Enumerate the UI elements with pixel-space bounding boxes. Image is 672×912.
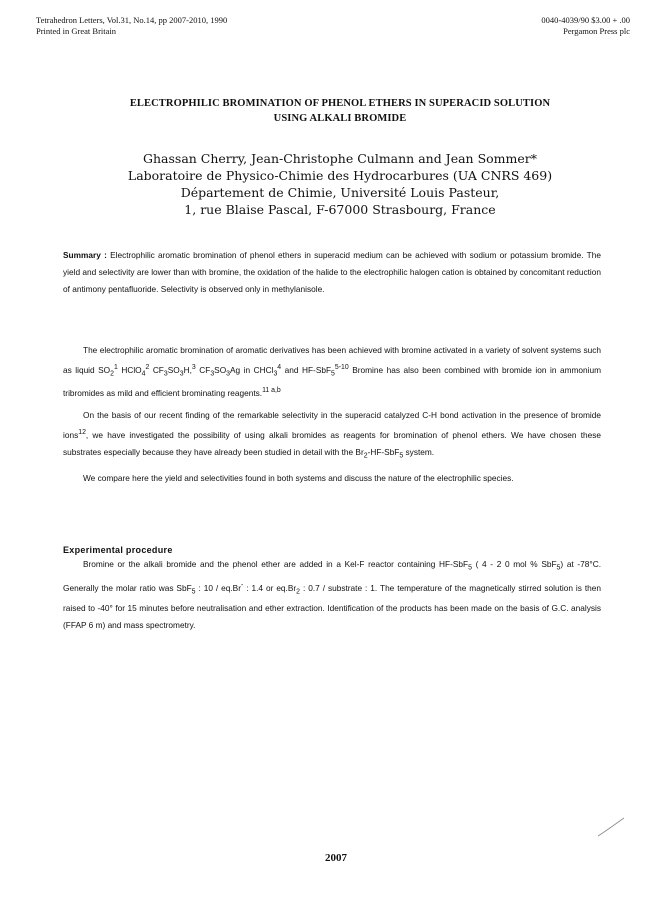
text-run: SO [167,364,180,375]
author-names: Ghassan Cherry, Jean-Christophe Culmann and Jean Sommer* [143,151,537,166]
subscript: 4 [141,370,146,378]
subscript: 3 [226,370,230,378]
subscript: 2 [296,588,300,596]
text-run: system. [403,446,435,457]
subscript: 5 [556,564,561,572]
subscript: 2 [363,452,368,460]
text-run: : 10 / eq.Br [195,582,241,593]
text-run: -HF-SbF [367,446,400,457]
text-run: H, [183,364,192,375]
experimental-paragraph [63,556,601,634]
author-block [40,150,640,218]
title-line-2: USING ALKALI BROMIDE [273,113,407,124]
journal-citation: Tetrahedron Letters, Vol.31, No.14, pp 2007-2010, 1990 [36,15,228,25]
experimental-heading: Experimental procedure [63,545,173,555]
summary-text: Electrophilic aromatic bromination of phenol ethers in superacid medium can be achieved with sodium or potassium bromide. The yield and selectivity are lower than with bromine, the oxidation of the halide to the electrophilic halogen cation is obtained by concomitant reduction of antimony pentafluoride. Selectivity is observed only in methylanisole. [63,250,601,294]
affiliation-line-3: 1, rue Blaise Pascal, F-67000 Strasbourg, France [184,202,496,217]
paragraph-1 [63,342,601,402]
reference-marker: 5-10 [334,364,349,371]
summary-label: Summary : [63,250,107,260]
text-run: , we have investigated the possibility of using alkali bromides as reagents for bromination of phenol ethers. We have chosen these substrates especially because they have already been studied in detail with the Br [63,429,601,457]
page-number: 2007 [325,852,347,864]
subscript: 5 [399,452,404,460]
subscript: 5 [331,370,335,378]
running-header-left [36,15,227,37]
text-run: On the basis of our recent finding of the remarkable selectivity in the superacid catalyzed C-H bond activation in the presence of bromide ions [63,410,601,440]
text-run: SO [214,364,227,375]
affiliation-line-1: Laboratoire de Physico-Chimie des Hydrocarbures (UA CNRS 469) [127,168,553,183]
text-run: HClO [117,364,142,375]
reference-marker: 4 [277,364,282,371]
text-run: CF [149,364,164,375]
text-run: Bromine or the alkali bromide and the phenol ether are added in a Kel-F reactor containing HF-SbF [83,559,469,569]
printed-in: Printed in Great Britain [36,26,117,36]
superscript: - [240,581,244,589]
subscript: 2 [110,370,114,378]
paragraph-2 [63,407,601,464]
subscript: 5 [191,588,196,596]
title-line-1: ELECTROPHILIC BROMINATION OF PHENOL ETHERS IN SUPERACID SOLUTION [129,98,551,109]
text-run: The electrophilic aromatic bromination of aromatic derivatives has been achieved with bromine activated in a variety of solvent systems such as liquid SO [63,345,601,375]
paragraph-3: We compare here the yield and selectivities found in both systems and discuss the nature of the electrophilic species. [83,472,514,483]
running-header-right [541,15,630,37]
reference-marker: 2 [145,364,150,371]
issn-price-code: 0040-4039/90 $3.00 + .00 [541,15,630,25]
text-run: CF [195,364,211,375]
publisher: Pergamon Press plc [563,26,630,36]
text-run: Bromine has also been combined with bromide ion in ammonium tribromides as mild and efficient brominating reagents. [63,364,602,399]
text-run: ( 4 - 2 0 mol % SbF [471,559,557,569]
summary-section [63,247,601,298]
pen-stroke-mark [596,816,626,838]
text-run: : 1.4 or eq.Br [243,582,297,593]
introduction-section [63,342,601,487]
subscript: 5 [468,564,472,572]
summary-paragraph [63,247,601,298]
subscript: 3 [273,370,278,378]
experimental-section [63,542,601,634]
article-title [40,96,640,126]
reference-marker: 12 [78,429,86,437]
reference-marker: 3 [191,364,196,371]
reference-marker: 1 [113,364,118,371]
subscript: 3 [179,370,184,378]
text-run: : 0.7 / substrate : 1. The temperature of the magnetically stirred solution is then raised to -40° for 15 minutes before neutralisation and ether extraction. Identification of the products has been made on the basis of G.C. analysis (FFAP 6 m) and mass spectrometry. [63,582,601,631]
subscript: 3 [163,370,168,378]
reference-marker: 11 a,b [262,387,281,395]
text-run: Ag in CHCl [230,364,274,375]
subscript: 3 [210,370,215,378]
affiliation-line-2: Département de Chimie, Université Louis Pasteur, [180,185,500,200]
text-run: and HF-SbF [281,364,332,375]
text-run: ) at -78°C. Generally the molar ratio was SbF [63,559,601,593]
